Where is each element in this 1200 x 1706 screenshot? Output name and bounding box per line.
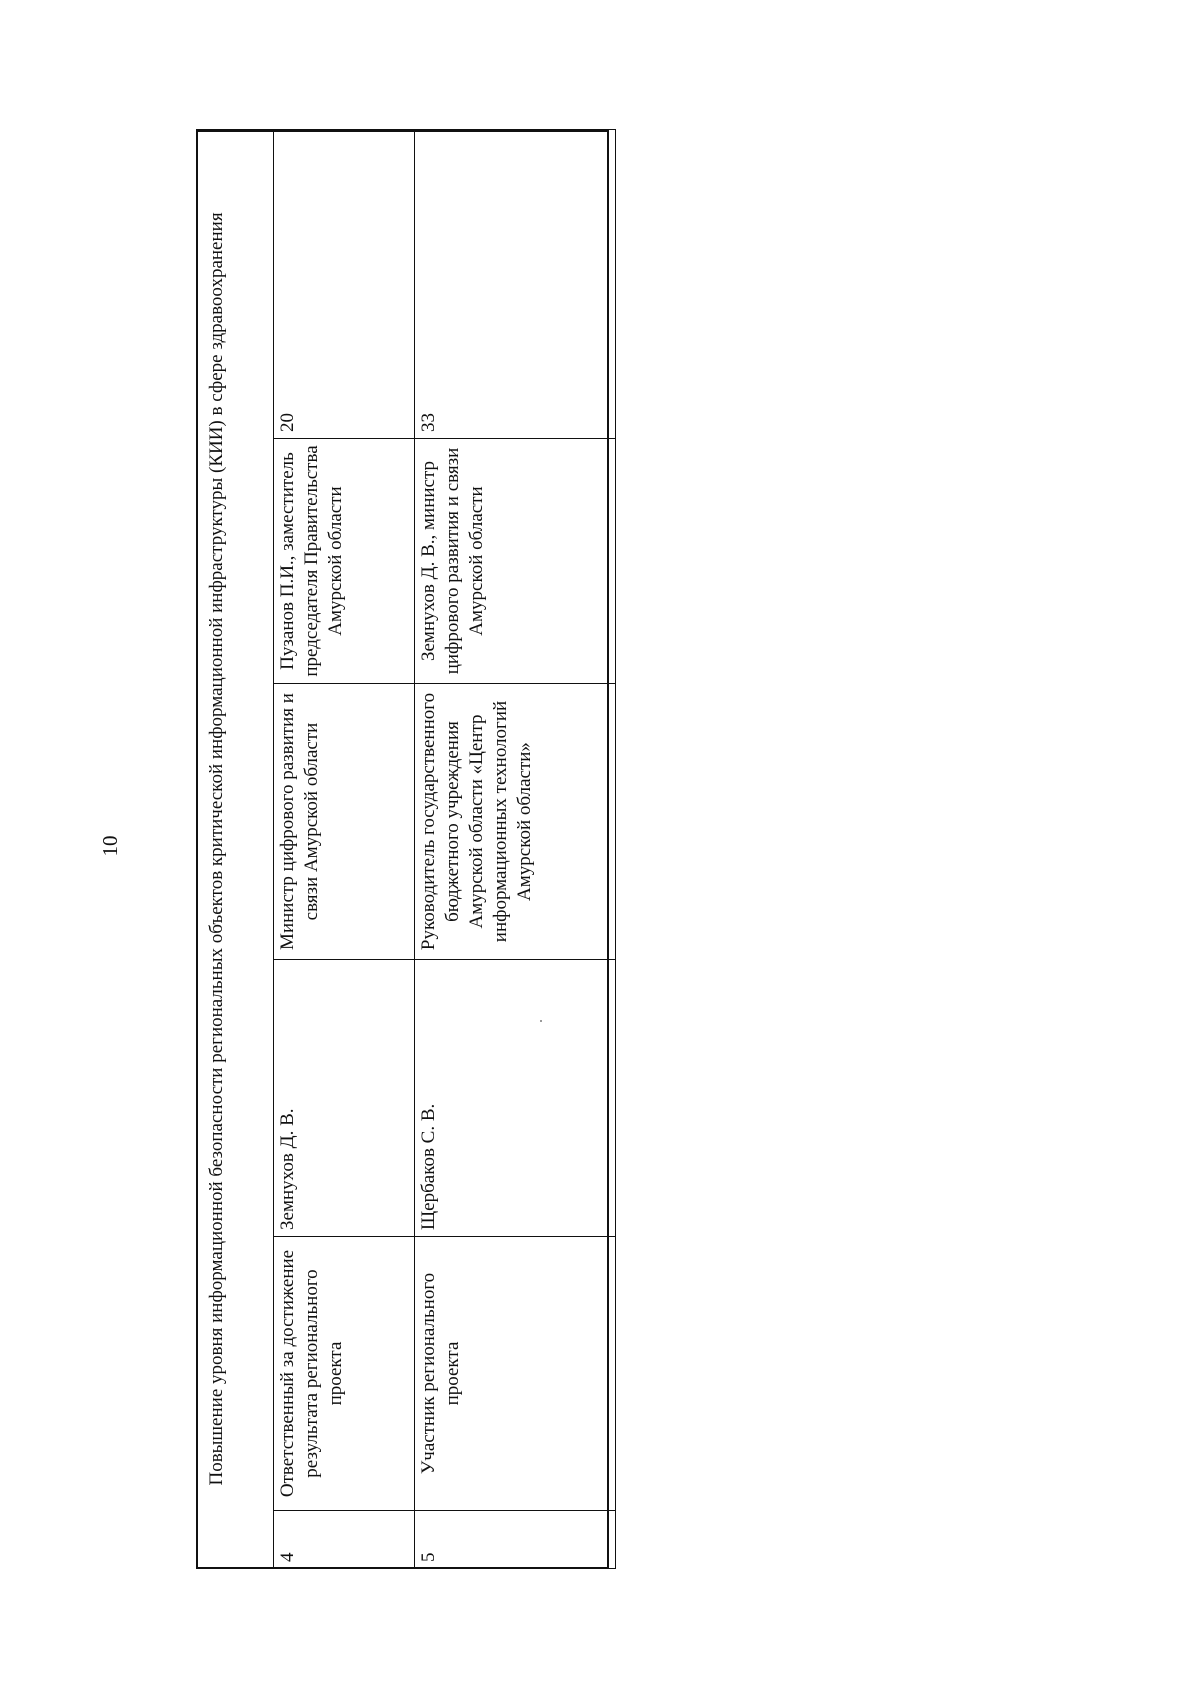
section-title: Повышение уровня информационной безопасности региональных объектов критической информационной инфраструктуры (КИИ) в сфере здравоохранения <box>197 129 274 1568</box>
name-cell: Щербаков С. В. <box>415 960 616 1237</box>
row-number: 5 <box>415 1511 616 1569</box>
workload-cell: 33 <box>415 129 616 438</box>
role-text: Участник регионального проекта <box>418 1272 463 1475</box>
table-outer-frame <box>196 130 609 1569</box>
name-cell: Земнухов Д. В. <box>274 960 415 1237</box>
head-cell: Пузанов П.И., заместитель председателя Правительства Амурской области <box>274 439 415 684</box>
head-cell: Земнухов Д. В., министр цифрового развития и связи Амурской области <box>415 439 616 684</box>
row-number: 4 <box>274 1511 415 1569</box>
position-cell: Министр цифрового развития и связи Амурской области <box>274 684 415 960</box>
role-text: Ответственный за достижение результата регионального проекта <box>277 1249 346 1498</box>
position-cell: Руководитель государственного бюджетного учреждения Амурской области «Центр информационных технологий Амурской области» <box>415 684 616 960</box>
page-number: 10 <box>98 835 122 857</box>
scan-speck <box>540 1020 542 1022</box>
workload-cell: 20 <box>274 129 415 438</box>
